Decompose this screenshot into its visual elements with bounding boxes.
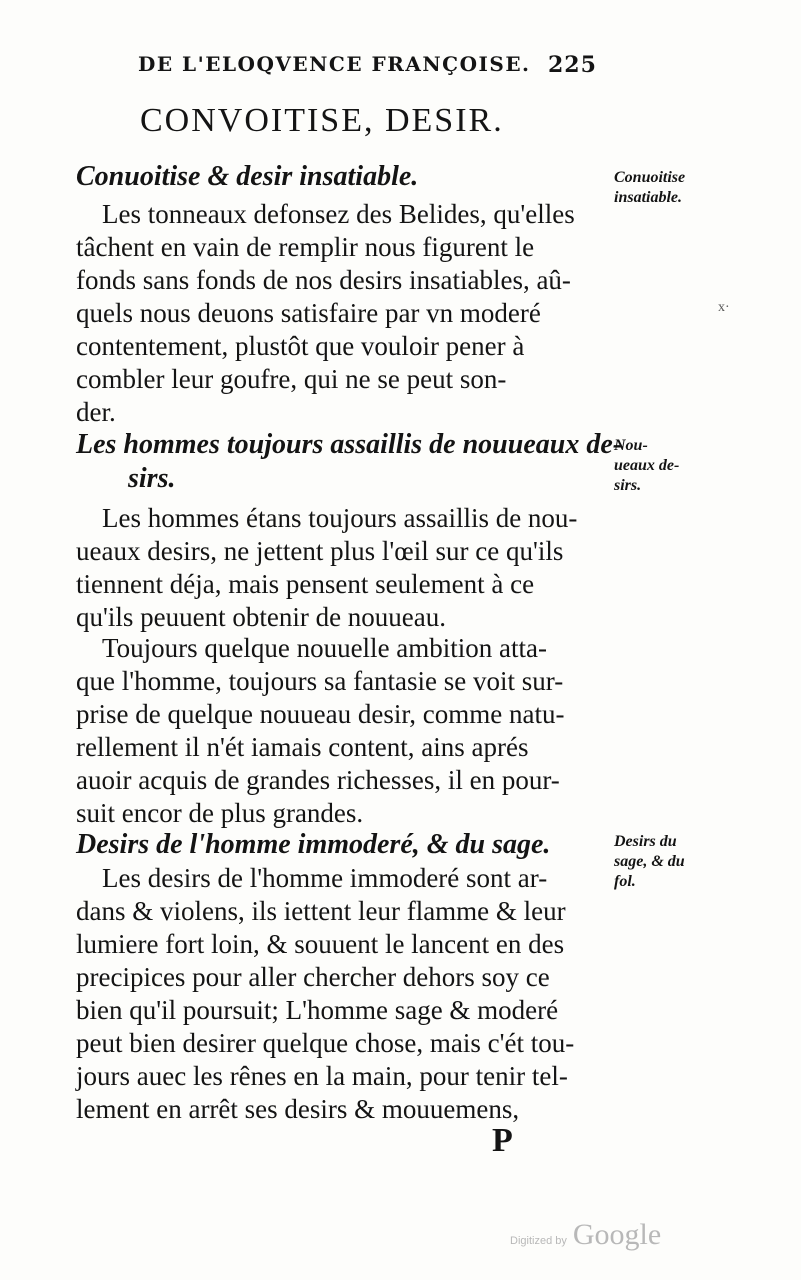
page-number: 225 xyxy=(548,52,597,78)
heading-line: sirs. xyxy=(128,463,176,494)
text-line: contentement, plustôt que vouloir pener à xyxy=(76,331,525,361)
text-line: dans & violens, ils iettent leur flamme & leur xyxy=(76,896,566,926)
section-1-paragraph-1 xyxy=(76,198,606,429)
margin-note-1 xyxy=(614,168,724,208)
section-2-paragraph-1 xyxy=(76,502,606,634)
text-line: qu'ils peuuent obtenir de nouueau. xyxy=(76,602,447,632)
text-line: fonds sans fonds de nos desirs insatiables, aû- xyxy=(76,265,571,295)
text-line: tâchent en vain de remplir nous figurent le xyxy=(76,232,535,262)
watermark-brand: Google xyxy=(572,1218,662,1251)
margin-note-line: Nou- xyxy=(614,437,648,454)
text-line: prise de quelque nouueau desir, comme natu- xyxy=(76,699,565,729)
text-line: rellement il n'ét iamais content, ains aprés xyxy=(76,732,529,762)
text-line: lement en arrêt ses desirs & mouuemens, xyxy=(76,1094,520,1124)
stray-mark: x· xyxy=(718,300,730,315)
text-line: precipices pour aller chercher dehors soy ce xyxy=(76,962,550,992)
section-heading-3: Desirs de l'homme immoderé, & du sage. xyxy=(76,829,551,860)
heading-line: Les hommes toujours assaillis de nouueaux de- xyxy=(76,429,623,460)
section-heading-1: Conuoitise & desir insatiable. xyxy=(76,161,419,192)
margin-note-line: sirs. xyxy=(614,477,642,494)
section-2-paragraph-2 xyxy=(76,632,606,830)
text-line: combler leur goufre, qui ne se peut son- xyxy=(76,364,507,394)
margin-note-line: ueaux de- xyxy=(614,457,680,474)
text-line: quels nous deuons satisfaire par vn moderé xyxy=(76,298,541,328)
text-line: ueaux desirs, ne jettent plus l'œil sur ce qu'ils xyxy=(76,536,564,566)
text-line: jours auec les rênes en la main, pour tenir tel- xyxy=(76,1061,568,1091)
margin-note-line: fol. xyxy=(614,873,636,890)
section-3-paragraph-1 xyxy=(76,862,606,1126)
text-line: der. xyxy=(76,397,116,427)
text-line: Toujours quelque nouuelle ambition atta- xyxy=(102,633,547,663)
running-title: DE L'ELOQVENCE FRANÇOISE. xyxy=(138,52,531,76)
digitization-watermark xyxy=(510,1218,661,1252)
text-line: Les tonneaux defonsez des Belides, qu'elles xyxy=(102,199,575,229)
text-line: suit encor de plus grandes. xyxy=(76,798,364,828)
text-line: Les hommes étans toujours assaillis de nou- xyxy=(102,503,578,533)
text-line: lumiere fort loin, & souuent le lancent en des xyxy=(76,929,565,959)
text-line: tiennent déja, mais pensent seulement à ce xyxy=(76,569,535,599)
margin-note-line: Conuoitise xyxy=(614,169,686,186)
watermark-prefix: Digitized by xyxy=(510,1235,567,1247)
section-heading-2 xyxy=(76,428,623,496)
text-line: auoir acquis de grandes richesses, il en pour- xyxy=(76,765,560,795)
margin-note-line: sage, & du xyxy=(614,853,685,870)
signature-mark: P xyxy=(492,1122,513,1159)
chapter-title: CONVOITISE, DESIR. xyxy=(140,102,504,139)
text-line: Les desirs de l'homme immoderé sont ar- xyxy=(102,863,548,893)
margin-note-3 xyxy=(614,832,724,892)
margin-note-line: insatiable. xyxy=(614,189,683,206)
margin-note-line: Desirs du xyxy=(614,833,677,850)
text-line: que l'homme, toujours sa fantasie se voit sur- xyxy=(76,666,564,696)
text-line: peut bien desirer quelque chose, mais c'ét tou- xyxy=(76,1028,575,1058)
text-line: bien qu'il poursuit; L'homme sage & moderé xyxy=(76,995,559,1025)
margin-note-2 xyxy=(614,436,724,496)
